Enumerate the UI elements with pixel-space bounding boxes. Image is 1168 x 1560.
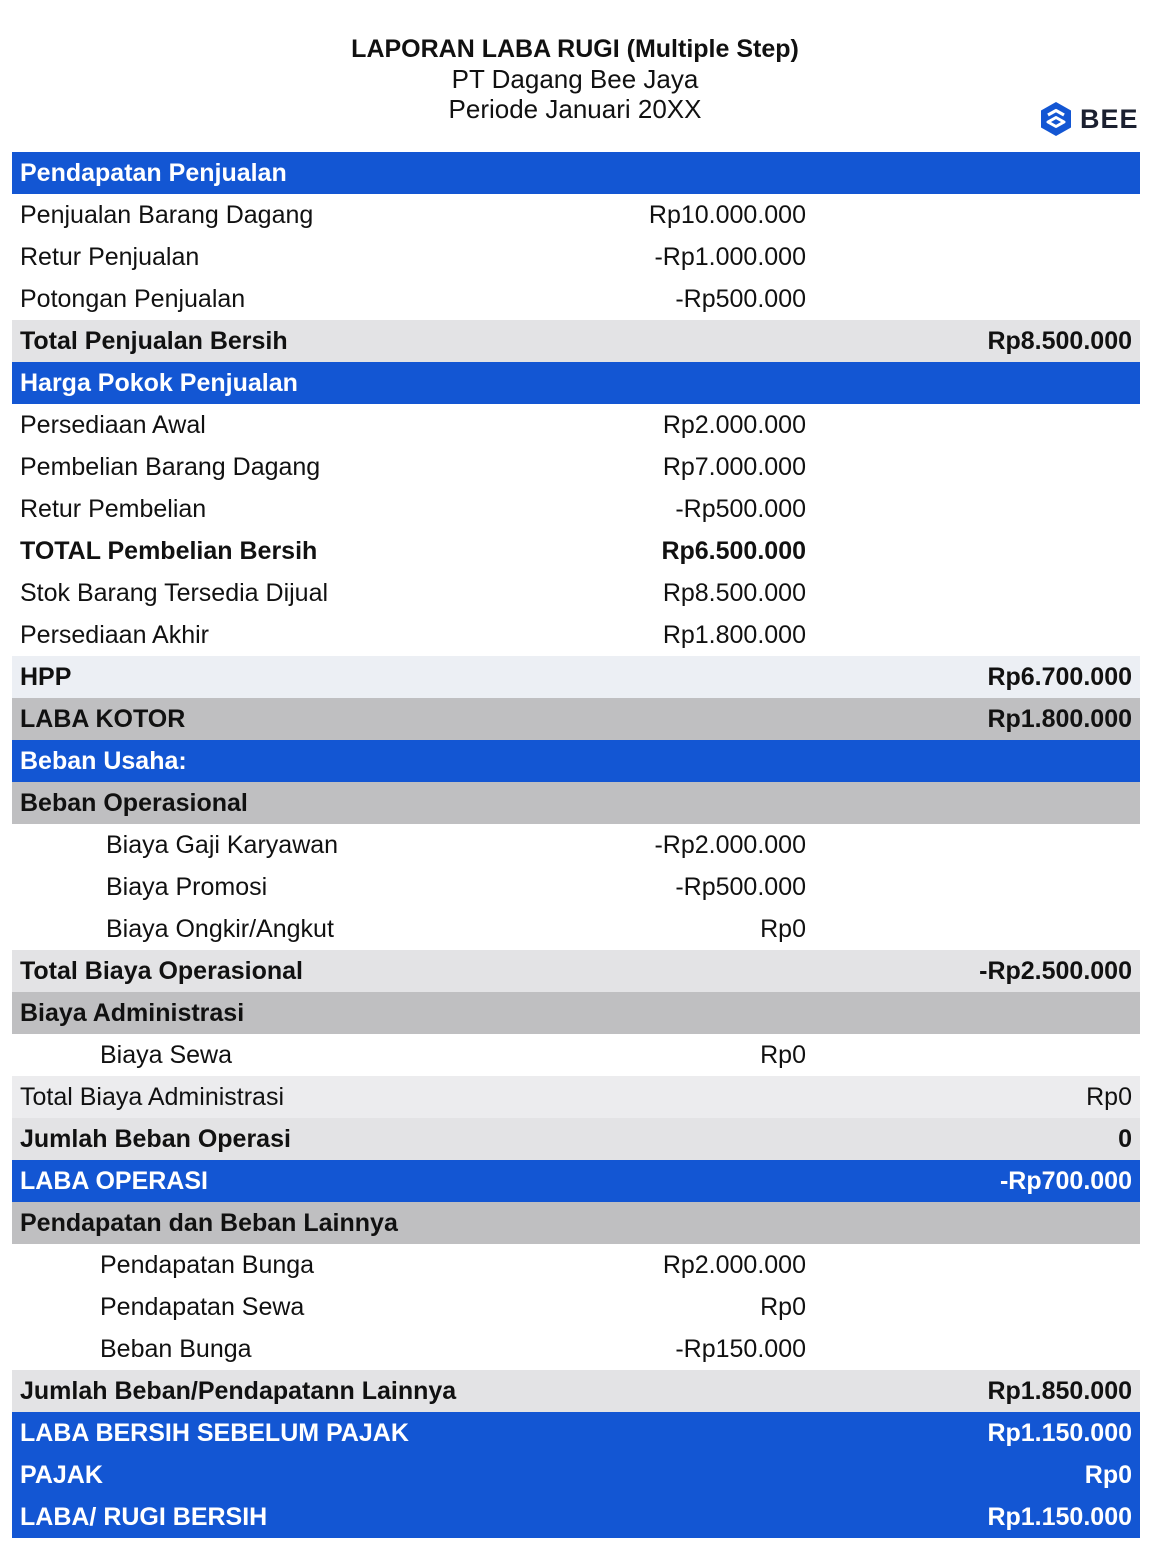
- row-amount: -Rp1.000.000: [654, 243, 806, 271]
- statement-row: [12, 488, 1140, 530]
- row-amount: -Rp500.000: [675, 285, 806, 313]
- statement-row: [12, 1370, 1140, 1412]
- row-total: Rp8.500.000: [987, 327, 1132, 355]
- row-amount: Rp6.500.000: [661, 537, 806, 565]
- row-label: Beban Usaha:: [20, 747, 187, 775]
- row-label: Total Penjualan Bersih: [20, 327, 288, 355]
- row-amount: Rp1.800.000: [662, 621, 806, 649]
- statement-row: [12, 1412, 1140, 1454]
- row-amount: -Rp150.000: [675, 1335, 806, 1363]
- row-label: Jumlah Beban/Pendapatann Lainnya: [20, 1377, 457, 1405]
- row-total: 0: [1118, 1125, 1132, 1153]
- row-amount: Rp0: [760, 908, 806, 951]
- statement-row: [12, 446, 1140, 488]
- statement-row: [12, 824, 1140, 866]
- row-label: Pembelian Barang Dagang: [20, 453, 321, 481]
- statement-row: [12, 404, 1140, 446]
- report-header: [0, 34, 1150, 124]
- statement-row: [12, 278, 1140, 320]
- logo-text: BEE: [1080, 103, 1139, 134]
- row-label: HPP: [20, 663, 72, 691]
- row-label: Stok Barang Tersedia Dijual: [20, 579, 329, 607]
- row-total: -Rp2.500.000: [979, 957, 1132, 985]
- row-label: Potongan Penjualan: [20, 285, 246, 313]
- statement-row: [12, 152, 1140, 194]
- statement-row: [12, 236, 1140, 278]
- bee-logo-icon: [1040, 101, 1072, 137]
- statement-row: [12, 1454, 1140, 1496]
- statement-row: [12, 698, 1140, 740]
- row-label: Retur Penjualan: [20, 243, 200, 271]
- statement-row: [12, 320, 1140, 362]
- row-amount: Rp2.000.000: [662, 411, 806, 439]
- statement-row: [12, 740, 1140, 782]
- row-total: Rp0: [1086, 1083, 1132, 1111]
- row-total: Rp1.850.000: [987, 1377, 1132, 1405]
- statement-row: [12, 782, 1140, 824]
- row-total: Rp6.700.000: [987, 663, 1132, 691]
- statement-row: [12, 362, 1140, 404]
- row-label: Beban Bunga: [100, 1335, 252, 1363]
- company-name: PT Dagang Bee Jaya: [451, 64, 699, 94]
- row-amount: -Rp2.000.000: [654, 831, 806, 859]
- row-label: Biaya Sewa: [100, 1041, 233, 1069]
- row-amount: Rp0: [760, 1041, 806, 1069]
- row-amount: Rp0: [760, 1293, 806, 1321]
- row-label: Persediaan Awal: [20, 411, 206, 439]
- row-label: Total Biaya Operasional: [20, 957, 303, 985]
- row-label: LABA KOTOR: [20, 705, 186, 733]
- row-label: PAJAK: [20, 1461, 103, 1489]
- row-amount: Rp2.000.000: [662, 1251, 806, 1279]
- row-total: Rp0: [1084, 1461, 1132, 1489]
- row-amount: Rp10.000.000: [648, 201, 806, 229]
- statement-row: [12, 1202, 1140, 1244]
- statement-row: [12, 1118, 1140, 1160]
- row-label: Penjualan Barang Dagang: [20, 201, 314, 229]
- row-label: Retur Pembelian: [20, 495, 207, 523]
- statement-row: [12, 866, 1140, 908]
- statement-row: [12, 992, 1140, 1034]
- row-amount: Rp8.500.000: [662, 579, 806, 607]
- row-total: Rp1.150.000: [987, 1419, 1132, 1447]
- income-statement-table: [12, 152, 1140, 1538]
- row-total: -Rp700.000: [999, 1167, 1132, 1195]
- row-amount: -Rp500.000: [675, 873, 806, 901]
- bee-logo: [1040, 100, 1139, 138]
- row-label: Biaya Administrasi: [20, 999, 245, 1027]
- statement-row: [12, 1496, 1140, 1538]
- row-label: Biaya Ongkir/Angkut: [106, 915, 334, 943]
- row-label: LABA BERSIH SEBELUM PAJAK: [20, 1419, 409, 1447]
- report-period: Periode Januari 20XX: [448, 94, 702, 124]
- row-label: Pendapatan Bunga: [100, 1251, 315, 1279]
- statement-row: [12, 950, 1140, 992]
- row-total: Rp1.150.000: [987, 1503, 1132, 1531]
- row-label: Pendapatan Penjualan: [20, 159, 287, 187]
- row-label: Pendapatan Sewa: [100, 1293, 305, 1321]
- statement-row: [12, 614, 1140, 656]
- row-label: Persediaan Akhir: [20, 621, 210, 649]
- statement-row: [12, 656, 1140, 698]
- row-label: Biaya Promosi: [106, 873, 268, 901]
- statement-row: [12, 1076, 1140, 1118]
- statement-row: [12, 1244, 1140, 1286]
- row-label: Beban Operasional: [20, 789, 248, 817]
- row-amount: -Rp500.000: [675, 495, 806, 523]
- statement-row: [12, 530, 1140, 572]
- row-total: Rp1.800.000: [987, 705, 1132, 733]
- row-label: LABA OPERASI: [20, 1167, 208, 1195]
- statement-row: [12, 1328, 1140, 1370]
- row-amount: Rp7.000.000: [662, 453, 806, 481]
- statement-row: [12, 1034, 1140, 1076]
- row-label: LABA/ RUGI BERSIH: [20, 1503, 268, 1531]
- row-label: Total Biaya Administrasi: [20, 1083, 285, 1111]
- statement-row: [12, 1160, 1140, 1202]
- row-label: Biaya Gaji Karyawan: [106, 831, 339, 859]
- row-label: Jumlah Beban Operasi: [20, 1125, 291, 1153]
- row-label: TOTAL Pembelian Bersih: [20, 537, 318, 565]
- statement-row: [12, 572, 1140, 614]
- row-label: Harga Pokok Penjualan: [20, 369, 298, 397]
- report-title: LAPORAN LABA RUGI (Multiple Step): [351, 35, 799, 63]
- statement-row: [12, 194, 1140, 236]
- statement-row: [12, 908, 1140, 950]
- statement-row: [12, 1286, 1140, 1328]
- row-label: Pendapatan dan Beban Lainnya: [20, 1209, 398, 1237]
